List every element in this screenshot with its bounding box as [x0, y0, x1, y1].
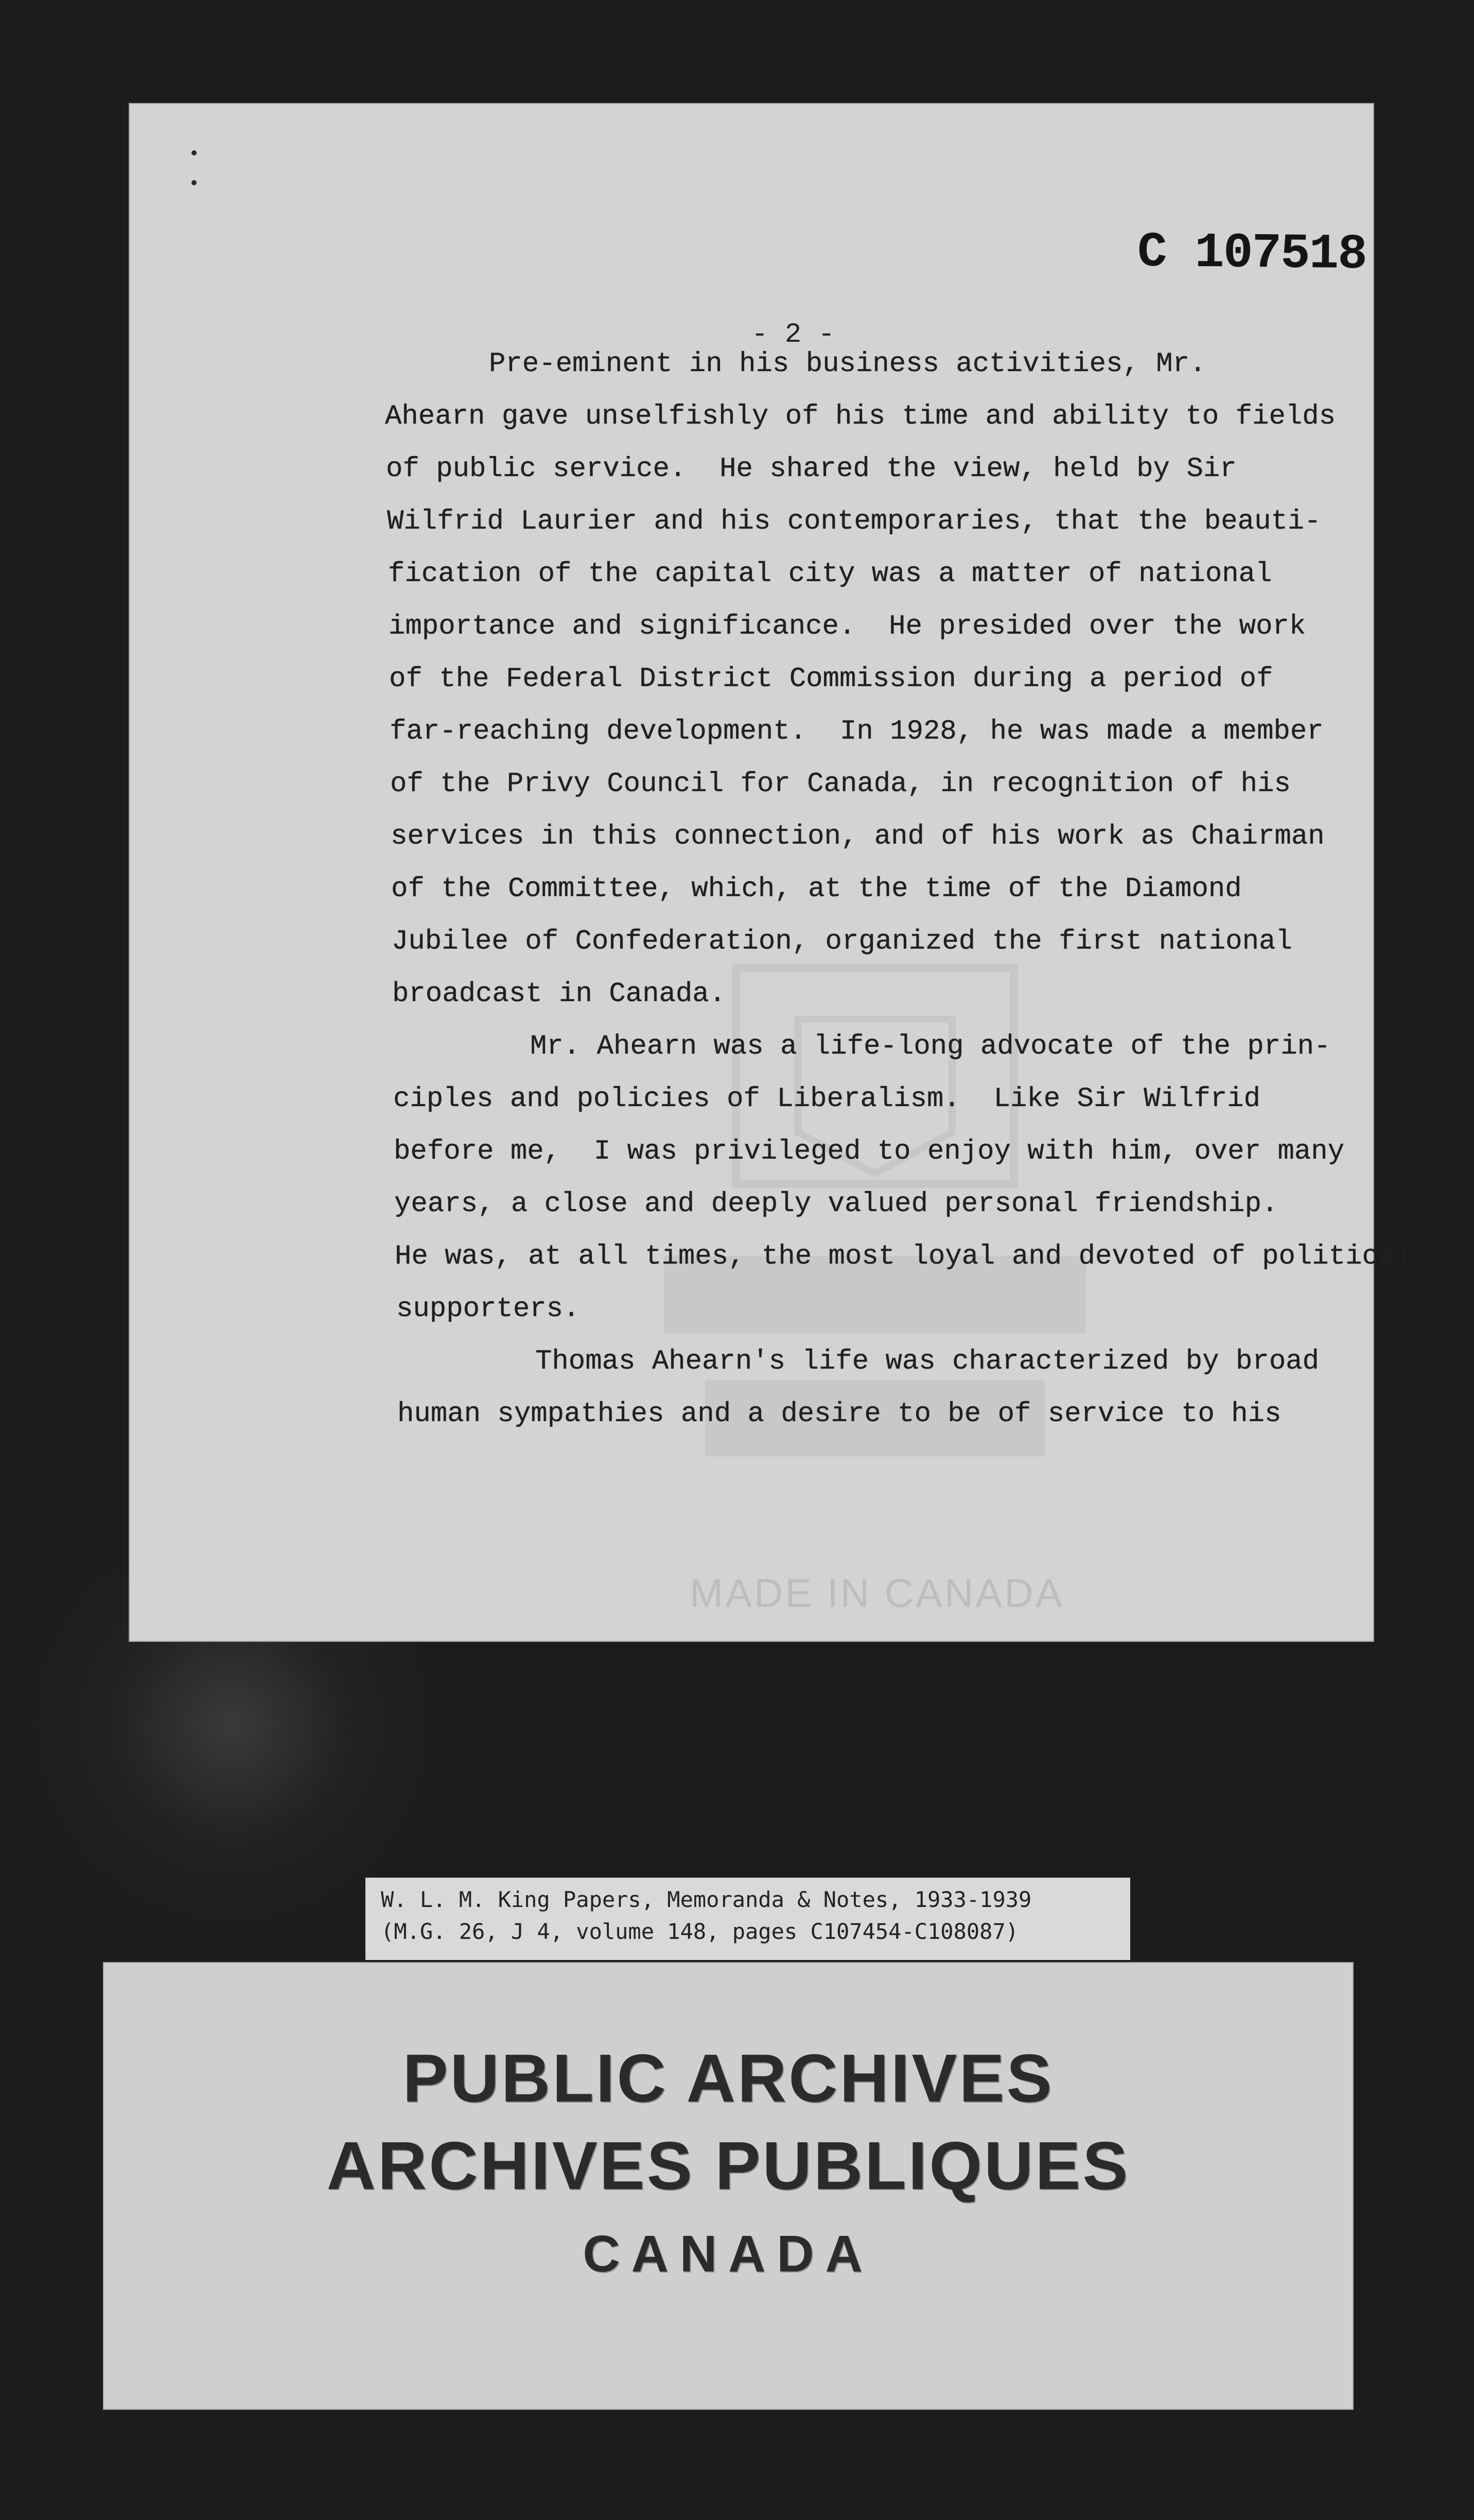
body-line: supporters. — [396, 1293, 580, 1325]
body-line: Ahearn gave unselfishly of his time and ability to fields — [385, 401, 1336, 432]
film-speck — [191, 150, 197, 155]
body-line: years, a close and deeply valued personal friendship. — [394, 1188, 1278, 1220]
stamp-line-canada: CANADA — [583, 2225, 874, 2283]
body-line: importance and significance. He presided over the work — [389, 611, 1306, 642]
body-line: Jubilee of Confederation, organized the first national — [392, 926, 1292, 957]
body-line: of the Federal District Commission during a period of — [389, 663, 1273, 695]
film-speck — [191, 180, 197, 185]
body-line: before me, I was privileged to enjoy with him, over many — [394, 1136, 1345, 1167]
body-line: Pre-eminent in his business activities, Mr. — [489, 348, 1206, 380]
archives-stamp — [103, 1962, 1354, 2410]
watermark-text: MADE IN CANADA — [690, 1570, 1064, 1616]
page-number: - 2 - — [751, 319, 835, 351]
body-line: of the Privy Council for Canada, in recognition of his — [390, 768, 1291, 800]
stamp-line-public-archives: PUBLIC ARCHIVES — [402, 2040, 1054, 2116]
body-line: human sympathies and a desire to be of service to his — [397, 1398, 1282, 1430]
body-line: Thomas Ahearn's life was characterized by broad — [535, 1346, 1320, 1377]
body-line: services in this connection, and of his work as Chairman — [391, 821, 1325, 852]
citation-line-1: W. L. M. King Papers, Memoranda & Notes, 1933-1939 — [381, 1887, 1032, 1912]
body-line: Mr. Ahearn was a life-long advocate of the prin- — [530, 1031, 1331, 1062]
body-line: of the Committee, which, at the time of the Diamond — [391, 873, 1242, 905]
body-line: ciples and policies of Liberalism. Like Sir Wilfrid — [393, 1083, 1261, 1115]
typed-document-page — [129, 103, 1412, 1642]
body-line: Wilfrid Laurier and his contemporaries, that the beauti- — [387, 506, 1321, 537]
body-line: of public service. He shared the view, held by Sir — [386, 453, 1237, 485]
citation-line-2: (M.G. 26, J 4, volume 148, pages C107454-C108087) — [381, 1919, 1019, 1944]
stamp-line-archives-publiques: ARCHIVES PUBLIQUES — [326, 2128, 1130, 2203]
reference-number: C 107518 — [1137, 224, 1367, 283]
body-line: broadcast in Canada. — [392, 978, 726, 1010]
body-line: He was, at all times, the most loyal and devoted of political — [395, 1241, 1412, 1272]
body-line: fication of the capital city was a matter of national — [388, 558, 1272, 590]
body-line: far-reaching development. In 1928, he was made a member — [390, 716, 1324, 747]
citation-label — [365, 1878, 1130, 1960]
